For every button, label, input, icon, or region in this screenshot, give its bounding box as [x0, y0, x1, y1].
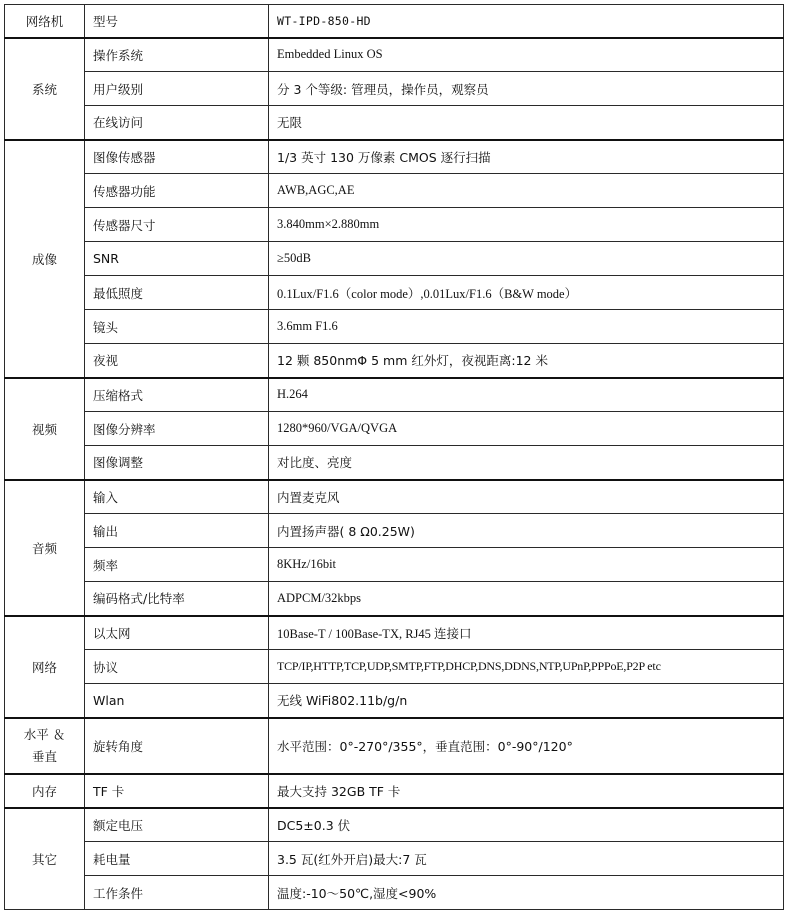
category-cell-network: 网络	[5, 616, 85, 718]
feature-cell: 用户级别	[85, 72, 269, 106]
feature-cell: 压缩格式	[85, 378, 269, 412]
value-cell: Embedded Linux OS	[269, 38, 784, 72]
table-row	[5, 718, 784, 774]
value-cell: 3.6mm F1.6	[269, 310, 784, 344]
table-row	[5, 276, 784, 310]
category-label-line2: 垂直	[31, 748, 57, 764]
value-cell: DC5±0.3 伏	[269, 808, 784, 842]
category-cell-imaging: 成像	[5, 140, 85, 378]
spec-table	[4, 4, 784, 910]
feature-cell: SNR	[85, 242, 269, 276]
value-cell: 无线 WiFi802.11b/g/n	[269, 684, 784, 718]
category-cell-video: 视频	[5, 378, 85, 480]
category-cell-model: 网络机	[5, 5, 85, 38]
value-cell: 1280*960/VGA/QVGA	[269, 412, 784, 446]
feature-cell: 编码格式/比特率	[85, 582, 269, 616]
value-cell: 0.1Lux/F1.6（color mode）,0.01Lux/F1.6（B&W mode）	[269, 276, 784, 310]
feature-cell: 镜头	[85, 310, 269, 344]
value-cell: TCP/IP,HTTP,TCP,UDP,SMTP,FTP,DHCP,DNS,DDNS,NTP,UPnP,PPPoE,P2P etc	[269, 650, 784, 684]
table-row	[5, 808, 784, 842]
feature-cell: 操作系统	[85, 38, 269, 72]
table-row	[5, 774, 784, 808]
table-row	[5, 480, 784, 514]
table-row	[5, 208, 784, 242]
value-cell: 12 颗 850nmΦ 5 mm 红外灯，夜视距离:12 米	[269, 344, 784, 378]
value-cell: 最大支持 32GB TF 卡	[269, 774, 784, 808]
feature-cell: 夜视	[85, 344, 269, 378]
feature-cell: 以太网	[85, 616, 269, 650]
feature-cell: 协议	[85, 650, 269, 684]
value-cell: 内置麦克风	[269, 480, 784, 514]
table-row	[5, 242, 784, 276]
table-row	[5, 72, 784, 106]
feature-cell: 最低照度	[85, 276, 269, 310]
table-row	[5, 514, 784, 548]
value-cell: 分 3 个等级: 管理员，操作员，观察员	[269, 72, 784, 106]
feature-cell: 传感器功能	[85, 174, 269, 208]
category-cell-system: 系统	[5, 38, 85, 140]
value-cell: H.264	[269, 378, 784, 412]
table-row	[5, 344, 784, 378]
table-row	[5, 310, 784, 344]
table-row	[5, 842, 784, 876]
value-cell: 内置扬声器( 8 Ω0.25W)	[269, 514, 784, 548]
value-cell: 水平范围：0°-270°/355°，垂直范围：0°-90°/120°	[269, 718, 784, 774]
value-cell: ADPCM/32kbps	[269, 582, 784, 616]
value-cell: WT-IPD-850-HD	[269, 5, 784, 38]
table-row	[5, 174, 784, 208]
feature-cell: 额定电压	[85, 808, 269, 842]
category-cell-other: 其它	[5, 808, 85, 910]
feature-cell: 耗电量	[85, 842, 269, 876]
feature-cell: TF 卡	[85, 774, 269, 808]
value-cell: 8KHz/16bit	[269, 548, 784, 582]
table-row	[5, 5, 784, 38]
value-cell: AWB,AGC,AE	[269, 174, 784, 208]
table-row	[5, 616, 784, 650]
category-cell-memory: 内存	[5, 774, 85, 808]
table-row	[5, 582, 784, 616]
category-label-line1: 水平 ＆	[23, 726, 66, 742]
table-row	[5, 684, 784, 718]
table-row	[5, 650, 784, 684]
table-row	[5, 140, 784, 174]
value-cell: 3.5 瓦(红外开启)最大:7 瓦	[269, 842, 784, 876]
feature-cell: 在线访问	[85, 106, 269, 140]
table-row	[5, 876, 784, 910]
feature-cell: 图像传感器	[85, 140, 269, 174]
value-cell: 3.840mm×2.880mm	[269, 208, 784, 242]
table-row	[5, 446, 784, 480]
feature-cell: 型号	[85, 5, 269, 38]
table-row	[5, 38, 784, 72]
feature-cell: 工作条件	[85, 876, 269, 910]
value-cell: ≥50dB	[269, 242, 784, 276]
feature-cell: 旋转角度	[85, 718, 269, 774]
value-cell: 1/3 英寸 130 万像素 CMOS 逐行扫描	[269, 140, 784, 174]
table-row	[5, 412, 784, 446]
feature-cell: Wlan	[85, 684, 269, 718]
feature-cell: 图像分辨率	[85, 412, 269, 446]
category-cell-audio: 音频	[5, 480, 85, 616]
table-row	[5, 548, 784, 582]
category-cell-pan-tilt	[5, 718, 85, 774]
value-cell: 对比度、亮度	[269, 446, 784, 480]
feature-cell: 图像调整	[85, 446, 269, 480]
table-row	[5, 106, 784, 140]
feature-cell: 频率	[85, 548, 269, 582]
feature-cell: 传感器尺寸	[85, 208, 269, 242]
feature-cell: 输入	[85, 480, 269, 514]
value-cell: 温度:-10～50℃,湿度<90%	[269, 876, 784, 910]
value-cell: 10Base-T / 100Base-TX, RJ45 连接口	[269, 616, 784, 650]
value-cell: 无限	[269, 106, 784, 140]
feature-cell: 输出	[85, 514, 269, 548]
table-row	[5, 378, 784, 412]
